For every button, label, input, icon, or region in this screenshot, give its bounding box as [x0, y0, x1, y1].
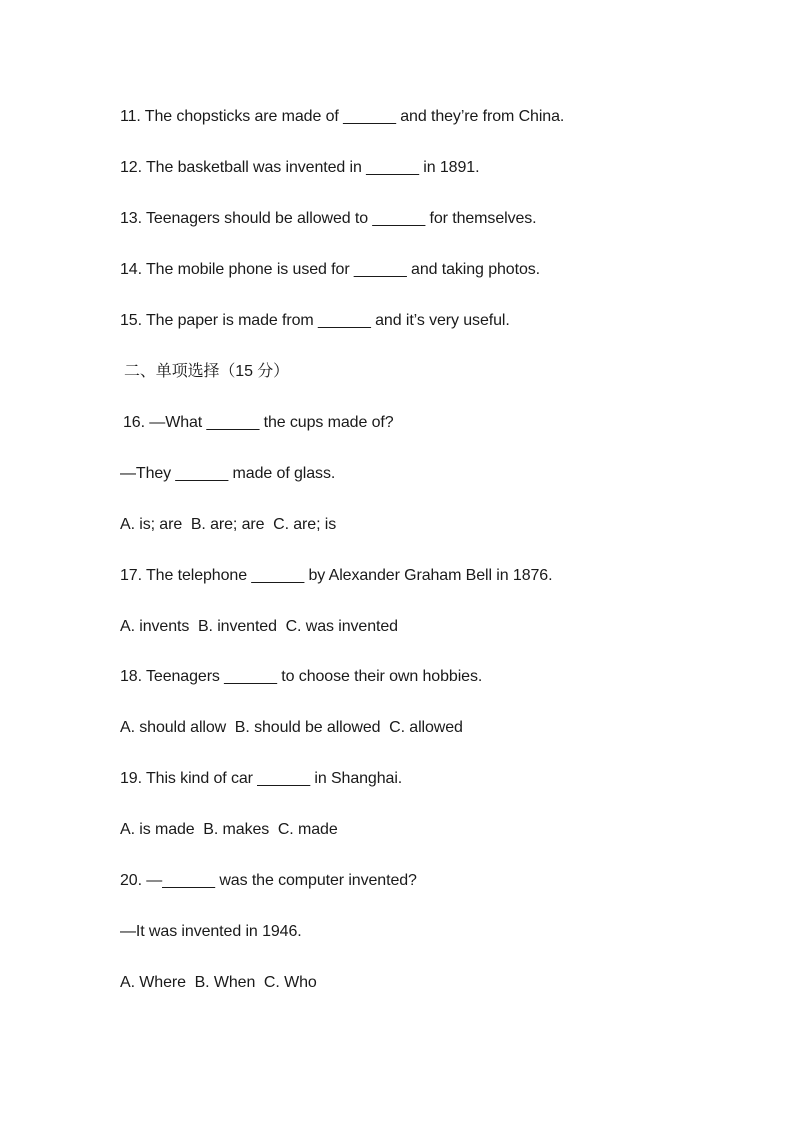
question-20: 20. —______ was the computer invented? — [120, 872, 417, 889]
question-12: 12. The basketball was invented in ______ in 1891. — [120, 159, 480, 176]
question-19-options: A. is made B. makes C. made — [120, 821, 338, 838]
question-15: 15. The paper is made from ______ and it’s very useful. — [120, 312, 510, 329]
question-17: 17. The telephone ______ by Alexander Graham Bell in 1876. — [120, 567, 553, 584]
question-16-options: A. is; are B. are; are C. are; is — [120, 516, 337, 533]
question-18-options: A. should allow B. should be allowed C. allowed — [120, 719, 463, 736]
question-20-options: A. Where B. When C. Who — [120, 974, 317, 991]
question-16: 16. —What ______ the cups made of? — [123, 414, 394, 431]
question-16-answer-line: —They ______ made of glass. — [120, 465, 336, 482]
question-14: 14. The mobile phone is used for ______ and taking photos. — [120, 261, 540, 278]
question-20-answer-line: —It was invented in 1946. — [120, 923, 302, 940]
question-18: 18. Teenagers ______ to choose their own hobbies. — [120, 668, 483, 685]
question-11: 11. The chopsticks are made of ______ and they’re from China. — [120, 108, 565, 125]
question-19: 19. This kind of car ______ in Shanghai. — [120, 770, 403, 787]
question-13: 13. Teenagers should be allowed to ______ for themselves. — [120, 210, 537, 227]
question-17-options: A. invents B. invented C. was invented — [120, 618, 398, 635]
section-heading-single-choice: 二、单项选择（15 分） — [124, 363, 290, 380]
